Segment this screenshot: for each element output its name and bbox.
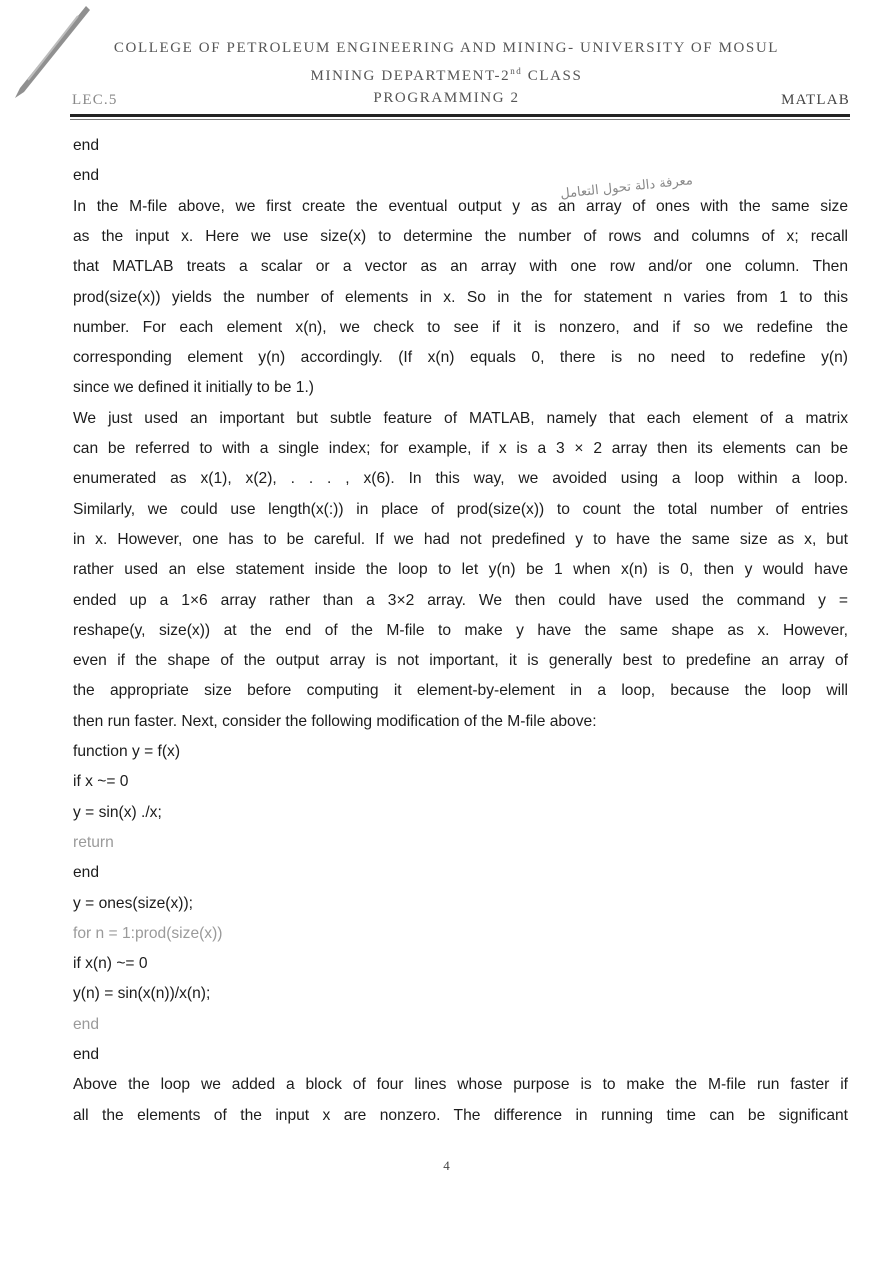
department-header: MINING DEPARTMENT-2nd CLASS [310, 66, 583, 84]
text-line: number. For each element x(n), we check to see if it is nonzero, and if so we redefine the [73, 318, 848, 336]
code-line: return [73, 833, 114, 851]
text-line: reshape(y, size(x)) at the end of the M-file to make y have the same shape as x. However, [73, 621, 848, 639]
code-line: if x ~= 0 [73, 773, 129, 791]
handwritten-margin-note: معرفة دالة تحول التعامل [559, 173, 694, 202]
text-line: in x. However, one has to be careful. If we had not predefined y to have the same size as x, but [73, 530, 848, 548]
header-rule [70, 114, 850, 117]
code-line: end [73, 864, 100, 882]
text-line: since we defined it initially to be 1.) [73, 379, 314, 397]
code-line: if x(n) ~= 0 [73, 955, 148, 973]
text-line: We just used an important but subtle feature of MATLAB, namely that each element of a matrix [73, 409, 848, 427]
text-line: as the input x. Here we use size(x) to determine the number of rows and columns of x; recall [73, 227, 848, 245]
lecture-label: LEC.5 [72, 92, 118, 108]
text-line: even if the shape of the output array is not important, it is generally best to predefine an array of [73, 652, 848, 670]
text-line: enumerated as x(1), x(2), . . . , x(6). In this way, we avoided using a loop within a loop. [73, 470, 848, 488]
course-header: PROGRAMMING 2 [373, 90, 520, 106]
text-line: corresponding element y(n) accordingly. (If x(n) equals 0, there is no need to redefine y(n) [73, 349, 848, 367]
code-line: function y = f(x) [73, 743, 181, 760]
text-line: Similarly, we could use length(x(:)) in place of prod(size(x)) to count the total number of entries [73, 500, 848, 518]
subject-label: MATLAB [781, 92, 850, 108]
text-line: Above the loop we added a block of four lines whose purpose is to make the M-file run faster if [73, 1076, 848, 1094]
text-line: ended up a 1×6 array rather than a 3×2 array. We then could have used the command y = [73, 591, 848, 609]
text-line: In the M-file above, we first create the eventual output y as an array of ones with the same size [73, 197, 848, 215]
text-line: can be referred to with a single index; for example, if x is a 3 × 2 array then its elements can be [73, 440, 848, 457]
text-line: then run faster. Next, consider the following modification of the M-file above: [73, 712, 597, 730]
header-rule-thin [70, 119, 850, 120]
text-line: rather used an else statement inside the loop to let y(n) be 1 when x(n) is 0, then y would have [73, 561, 848, 579]
text-line: prod(size(x)) yields the number of elements in x. So in the for statement n varies from 1 to this [73, 288, 848, 306]
text-line: the appropriate size before computing it element-by-element in a loop, because the loop will [73, 682, 848, 700]
code-line: y(n) = sin(x(n))/x(n); [73, 985, 211, 1003]
code-line: end [73, 167, 100, 185]
code-line: y = sin(x) ./x; [73, 803, 162, 821]
text-line: all the elements of the input x are nonzero. The difference in running time can be significant [73, 1106, 848, 1124]
code-line: y = ones(size(x)); [73, 894, 194, 912]
institution-header: COLLEGE OF PETROLEUM ENGINEERING AND MINING- UNIVERSITY OF MOSUL [113, 40, 780, 56]
page-number: 4 [443, 1158, 450, 1173]
code-line: end [73, 1046, 100, 1063]
text-line: that MATLAB treats a scalar or a vector as an array with one row and/or one column. Then [73, 258, 848, 276]
code-line: end [73, 137, 100, 154]
code-line: for n = 1:prod(size(x)) [73, 924, 223, 942]
code-line: end [73, 1015, 100, 1033]
